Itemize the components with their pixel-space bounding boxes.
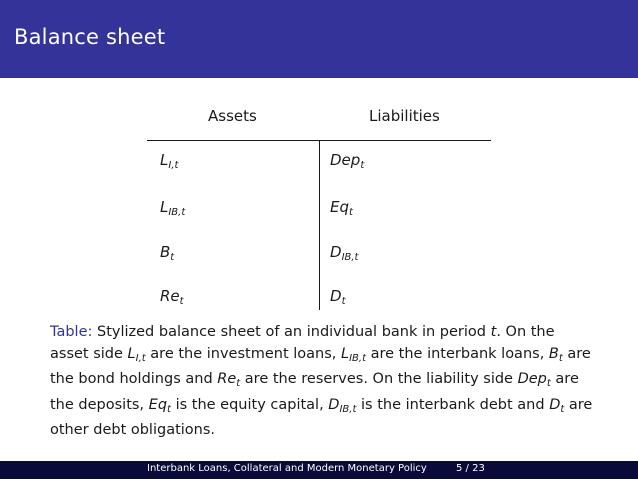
cell-asset-2: $L_{IB,t}$ [160,198,186,218]
header-assets: Assets [208,107,257,125]
title-bar [0,0,638,78]
page-number: 5 / 23 [456,463,485,474]
caption-label: Table: [50,324,93,340]
cell-asset-4: $Re_t$ [160,287,184,307]
cell-asset-3: $B_t$ [160,243,175,263]
footer-title: Interbank Loans, Collateral and Modern Monetary Policy [147,463,427,474]
footer-bar [0,461,638,479]
cell-liability-1: Dep$_t$ [330,151,365,171]
cell-asset-1: $L_{I,t}$ [160,151,179,171]
cell-liability-3: $D_{IB,t}$ [330,243,359,263]
cell-liability-4: $D_t$ [330,287,346,307]
column-rule [319,140,320,310]
table-caption: Table: Stylized balance sheet of an individual bank in period t. On the asset side $L_{I,t}$ are the investment loans, $L_{IB,t}$ are the interbank loans, $B_t$ are the bond holdings and $Re_t$ are the reserves. On the liability side Dep$_t$ are the deposits, $Eq_t$ is the equity capital, $D_{IB,t}$ is the interbank debt and $D_t$ are other debt obligations. [50,324,593,438]
slide-title: Balance sheet [14,25,166,49]
cell-liability-2: $Eq_t$ [330,198,353,218]
header-liabilities: Liabilities [369,107,440,125]
